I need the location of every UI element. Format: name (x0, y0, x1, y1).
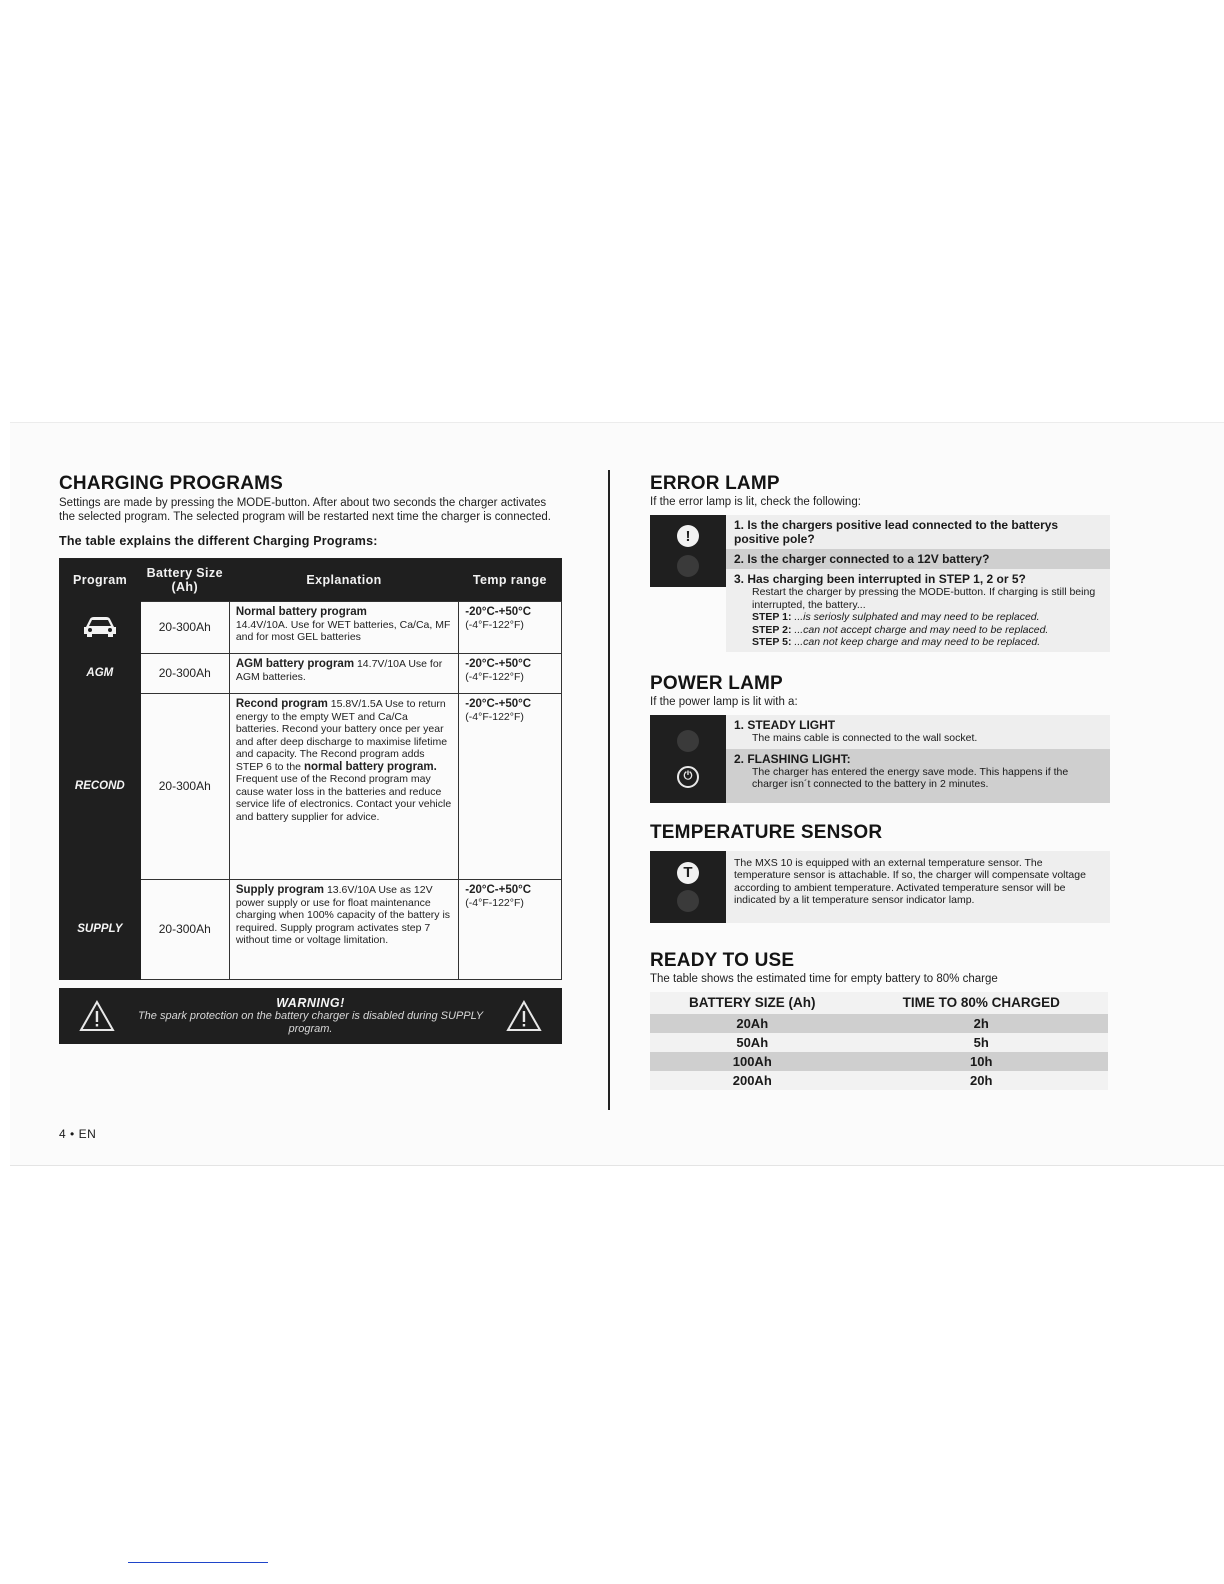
temperature-icon: T (677, 862, 699, 884)
temp-celsius: -20°C-+50°C (465, 698, 532, 710)
footer-separator: • (70, 1127, 75, 1141)
power-lamp-indicator (650, 715, 726, 803)
temp-cell (459, 880, 562, 980)
battery-size: 100Ah (650, 1052, 855, 1071)
temp-celsius: -20°C-+50°C (465, 606, 532, 618)
power-lamp-box (650, 715, 1110, 803)
temp-sensor-text-block (726, 851, 1110, 923)
power-state-text: The charger has entered the energy save mode. This happens if the charger isn´t connected to the battery in 2 minutes. (752, 765, 1069, 790)
temp-fahrenheit: (-4°F-122°F) (465, 618, 524, 631)
charge-time: 10h (855, 1052, 1109, 1071)
step-line (734, 636, 1102, 649)
table-row (650, 1052, 1108, 1071)
error-lamp-title: ERROR LAMP (650, 473, 780, 494)
step-label: STEP 2: (752, 623, 792, 636)
battery-size: 50Ah (650, 1033, 855, 1052)
header-battery-size: BATTERY SIZE (Ah) (650, 992, 855, 1014)
right-column (650, 474, 1110, 1090)
error-item-text: Restart the charger by pressing the MODE-button. If charging is still being interrupted, the battery... (752, 586, 1096, 611)
power-lamp-items (726, 715, 1110, 803)
charge-time: 5h (855, 1033, 1109, 1052)
lamp-off-icon (677, 890, 699, 912)
error-lamp-box (650, 515, 1110, 652)
program-text-bold: normal battery program. (303, 760, 437, 773)
power-state: 1. STEADY LIGHT (734, 717, 836, 732)
error-question: 1. Is the chargers positive lead connected to the batterys positive pole? (734, 518, 1059, 546)
size-cell: 20-300Ah (140, 602, 229, 654)
size-cell: 20-300Ah (140, 654, 229, 694)
programs-table (59, 558, 562, 980)
car-icon (82, 615, 118, 637)
explanation-cell (229, 694, 458, 880)
error-icon: ! (677, 525, 699, 547)
temp-cell (459, 602, 562, 654)
power-lamp-intro: If the power lamp is lit with a: (650, 695, 798, 708)
header-size: Battery Size (Ah) (140, 559, 229, 602)
header-time: TIME TO 80% CHARGED (855, 992, 1109, 1014)
error-lamp-indicator (650, 515, 726, 587)
step-text: ...can not accept charge and may need to be replaced. (794, 623, 1049, 636)
program-cell: RECOND (60, 694, 141, 880)
temp-fahrenheit: (-4°F-122°F) (465, 710, 524, 723)
step-label: STEP 1: (752, 611, 792, 623)
charging-programs-section (59, 474, 564, 1044)
section-intro: Settings are made by pressing the MODE-button. After about two seconds the charger activates the selected program. The selected program will be restarted next time the charger is connected. (59, 497, 551, 523)
warning-banner (59, 988, 562, 1044)
step-line (734, 624, 1102, 637)
program-cell: AGM (60, 654, 141, 694)
program-cell (60, 602, 141, 654)
battery-size: 200Ah (650, 1071, 855, 1090)
page-number: 4 (59, 1127, 67, 1141)
language-code: EN (78, 1127, 97, 1141)
charge-time: 20h (855, 1071, 1109, 1090)
error-item-3 (726, 569, 1110, 652)
power-icon: ⏻ (677, 766, 699, 788)
temp-fahrenheit: (-4°F-122°F) (465, 670, 524, 683)
table-row (650, 1071, 1108, 1090)
program-cell: SUPPLY (60, 880, 141, 980)
section-title: CHARGING PROGRAMS (59, 473, 284, 494)
power-state: 2. FLASHING LIGHT: (734, 751, 851, 766)
ready-intro: The table shows the estimated time for empty battery to 80% charge (650, 972, 998, 985)
step-line (734, 611, 1102, 624)
explanation-cell (229, 602, 458, 654)
table-row (60, 654, 562, 694)
column-divider (608, 470, 610, 1110)
lamp-off-icon (677, 730, 699, 752)
scan-artifact-line (128, 1562, 268, 1563)
program-text: 13.6V/10A Use as 12V power supply or use for float maintenance charging when 100% capacity of the battery is required. Supply program activates step 7 without time or voltage limitation. (235, 884, 451, 946)
program-text: 15.8V/1.5A Use to return energy to the empty WET and Ca/Ca batteries. Recond your battery once per year and after deep discharge to maximise lifetime and capacity. The Recond program adds STEP 6 to the (235, 698, 448, 773)
explanation-cell (229, 654, 458, 694)
temp-celsius: -20°C-+50°C (465, 658, 532, 670)
table-row (60, 880, 562, 980)
temp-sensor-indicator (650, 851, 726, 923)
page-footer (59, 1127, 96, 1141)
warning-triangle-icon (79, 1000, 115, 1032)
program-text-after: Frequent use of the Recond program may cause water loss in the batteries and reduce service life of electronics. Contact your vehicle and battery supplier for advice. (235, 773, 452, 823)
power-item-1 (726, 715, 1110, 749)
step-text: ...can not keep charge and may need to be replaced. (794, 636, 1041, 648)
ready-table (650, 992, 1108, 1090)
program-text: 14.4V/10A. Use for WET batteries, Ca/Ca, MF and for most GEL batteries (235, 618, 451, 643)
charge-time: 2h (855, 1014, 1109, 1033)
table-row (650, 1014, 1108, 1033)
table-row (60, 694, 562, 880)
temp-fahrenheit: (-4°F-122°F) (465, 896, 524, 909)
error-item-2 (726, 549, 1110, 569)
table-header-row (60, 559, 562, 602)
temp-sensor-box (650, 851, 1110, 923)
warning-triangle-icon (506, 1000, 542, 1032)
warning-text-block (115, 997, 506, 1036)
battery-size: 20Ah (650, 1014, 855, 1033)
power-lamp-title: POWER LAMP (650, 672, 783, 694)
program-title: Recond program (235, 698, 328, 710)
header-program: Program (60, 559, 141, 602)
step-label: STEP 5: (752, 636, 792, 648)
temp-celsius: -20°C-+50°C (465, 884, 532, 896)
error-lamp-intro: If the error lamp is lit, check the following: (650, 496, 861, 508)
temp-cell (459, 694, 562, 880)
temp-sensor-title: TEMPERATURE SENSOR (650, 821, 883, 843)
warning-title: WARNING! (276, 995, 345, 1010)
error-question: 2. Is the charger connected to a 12V battery? (734, 552, 990, 566)
header-explanation: Explanation (229, 559, 458, 602)
error-question: 3. Has charging been interrupted in STEP 1, 2 or 5? (734, 572, 1026, 586)
error-item-1 (726, 515, 1110, 549)
table-row (650, 1033, 1108, 1052)
warning-text: The spark protection on the battery charger is disabled during SUPPLY program. (137, 1009, 484, 1035)
program-title: AGM battery program (235, 658, 355, 670)
ready-title: READY TO USE (650, 949, 795, 971)
program-title: Supply program (235, 884, 325, 896)
program-title: Normal battery program (235, 606, 367, 618)
temp-cell (459, 654, 562, 694)
header-temp: Temp range (459, 559, 562, 602)
lamp-off-icon (677, 555, 699, 577)
temp-sensor-items (726, 851, 1110, 923)
size-cell: 20-300Ah (140, 880, 229, 980)
program-text: 14.7V/10A Use for AGM batteries. (235, 658, 443, 683)
power-state-text: The mains cable is connected to the wall socket. (752, 731, 978, 744)
ready-header-row (650, 992, 1108, 1014)
size-cell: 20-300Ah (140, 694, 229, 880)
table-row (60, 602, 562, 654)
error-lamp-items (726, 515, 1110, 652)
table-caption: The table explains the different Charging Programs: (59, 534, 378, 548)
step-text: ...is seriosly sulphated and may need to be replaced. (794, 611, 1040, 623)
power-item-2 (726, 749, 1110, 803)
temp-sensor-text: The MXS 10 is equipped with an external temperature sensor. The temperature sensor is attachable. If so, the charger will compensate voltage according to ambient temperature. Activated temperature sensor will be indicated by a lit temperature sensor indicator lamp. (734, 856, 1086, 906)
explanation-cell (229, 880, 458, 980)
